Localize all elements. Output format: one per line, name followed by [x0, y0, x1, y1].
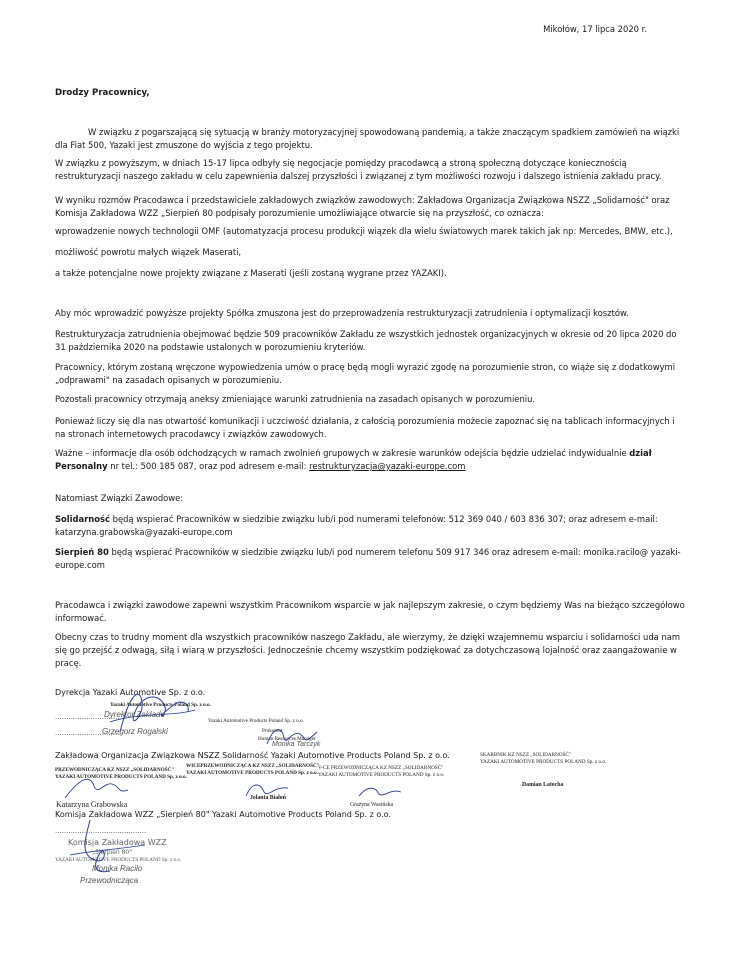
paragraph-17: Obecny czas to trudny moment dla wszystkich pracowników naszego Zakładu, ale wierzymy, że dzięki wzajemnemu wsparciu i solidarności uda nam się go przejść z odwagą, siłą i wiarą w przyszłości. Jednocześnie chcemy wszystkim podziękować za dotychczasową lojalność oraz zaangażowanie w pracę. — [55, 632, 681, 668]
paragraph-10: Pozostali pracownicy otrzymają aneksy zmieniające warunki zatrudnienia na zasadach opisanych w porozumieniu. — [55, 394, 536, 404]
wzz-stamp-line3: YAZAKI AUTOMOTIVE PRODUCTS POLAND Sp. z o.o. — [55, 857, 182, 863]
paragraph-2: W związku z powyższym, w dniach 15-17 lipca odbyły się negocjacje pomiędzy pracodawcą a stroną społeczną dotyczące koniecznością restrukturyzacji naszego zakładu w celu zapewnienia dalszej przyszłości i związanej z tym możliwości rozwoju i dalszego istnienia zakładu pracy. — [55, 158, 662, 181]
sol-stamp-3-line1: V-CE PRZEWODNICZĄCA KZ NSZZ „SOLIDARNOŚĆ" — [318, 765, 444, 771]
paragraph-6: a także potencjalne nowe projekty związane z Maserati (jeśli zostaną wygrane przez YAZAKI). — [55, 268, 447, 278]
paragraph-15 — [55, 546, 685, 572]
solidarnosc-label: Solidarność — [55, 514, 110, 524]
sol-stamp-2-line1: WICEPRZEWODNICZĄCA KZ NSZZ „SOLIDARNOŚĆ" — [186, 763, 320, 769]
management-dotted-line: ............................. — [55, 713, 120, 721]
paragraph-16: Pracodawca i związki zawodowe zapewni wszystkim Pracownikom wsparcie w jak najlepszym zakresie, o czym będziemy Was na bieżąco szczegółowo informować. — [55, 600, 685, 623]
paragraph-3: W wyniku rozmów Pracodawca i przedstawiciele zakładowych związków zawodowych: Zakładowa Organizacja Związkowa NSZZ „Solidarność" oraz Komisja Zakładowa WZZ „Sierpień 80 podpisały porozumienie umożliwiające otwarcie się na przyszłość, co oznacza: — [55, 195, 670, 218]
paragraph-12 — [55, 447, 685, 473]
greeting: Drodzy Pracownicy, — [55, 88, 150, 98]
wzz-role: Przewodnicząca — [80, 876, 139, 885]
paragraph-13: Natomiast Związki Zawodowe: — [55, 493, 184, 503]
sol-stamp-3-line2: YAZAKI AUTOMOTIVE PRODUCTS POLAND Sp. z o.o. — [318, 771, 445, 778]
sol-name-1: Katarzyna Grabowska — [56, 800, 128, 809]
sol-stamp-4 — [480, 752, 606, 765]
sol-signature-3-icon — [355, 780, 405, 802]
contact-text-2: nr tel.: 500 185 087, oraz pod adresem e-mail: — [107, 461, 310, 471]
sierpien-contact: będą wspierać Pracowników w siedzibie związku lub/i pod numerem telefonu 509 917 346 oraz adresem e-mail: monika.racilo@ yazaki-europe.com — [55, 547, 681, 570]
management-name: Grzegorz Rogalski — [102, 727, 168, 736]
sol-name-2: Jolanta Białoń — [250, 795, 286, 801]
sol-name-3: Grażyna Wasińska — [350, 802, 394, 808]
sol-stamp-3 — [318, 765, 444, 778]
sol-stamp-2 — [186, 763, 320, 776]
sol-signature-1-icon — [60, 770, 130, 804]
sol-stamp-2-line2: YAZAKI AUTOMOTIVE PRODUCTS POLAND Sp. z o.o. — [186, 769, 318, 776]
management-stamp: Yazaki Automotive Products Poland Sp. z o.o. — [110, 702, 211, 708]
sol-stamp-1-line1: PRZEWODNICZĄCA KZ NSZZ „SOLIDARNOŚĆ" — [55, 767, 175, 773]
sol-stamp-1-line2: YAZAKI AUTOMOTIVE PRODUCTS POLAND Sp. z o.o. — [55, 773, 187, 780]
paragraph-5: możliwość powrotu małych wiązek Maserati, — [55, 247, 242, 257]
sol-name-4: Damian Latocha — [522, 782, 564, 788]
paragraph-1: W związku z pogarszającą się sytuacją w branży motoryzacyjnej spowodowaną pandemią, a także znaczącym spadkiem zamówień na wiązki dla Fiat 500, Yazaki jest zmuszone do wyjścia z tego projektu. — [55, 127, 680, 150]
paragraph-8: Restrukturyzacja zatrudnienia obejmować będzie 509 pracowników Zakładu ze wszystkich jednostek organizacyjnych w okresie od 20 lipca 2020 do 31 października 2020 na podstawie ustalonych w porozumieniu kryteriów. — [55, 329, 677, 352]
letter-date: Mikołów, 17 lipca 2020 r. — [543, 24, 647, 34]
sol-stamp-4-line1: SKARBNIK KZ NSZZ „SOLIDARNOŚĆ" — [480, 752, 572, 758]
paragraph-9: Pracownicy, którym zostaną wręczone wypowiedzenia umów o pracę będą mogli wyrazić zgodę na porozumienie stron, co wiąże się z dodatkowymi „odprawami" na zasadach opisanych w porozumieniu. — [55, 362, 676, 385]
paragraph-14 — [55, 513, 685, 539]
hr-email-link[interactable]: restrukturyzacja@yazaki-europe.com — [309, 461, 466, 471]
management-title: Dyrekcja Yazaki Automotive Sp. z o.o. — [55, 688, 206, 697]
paragraph-11: Ponieważ liczy się dla nas otwartość komunikacji i uczciwość działania, z całością porozumienia możecie zapoznać się na tablicach informacyjnych i na stronach internetowych pracodawcy i związków zawodowych. — [55, 416, 675, 439]
wzz-signature-icon — [60, 815, 150, 885]
sol-signature-2-icon — [242, 778, 292, 802]
hr-stamp: Yazaki Automotive Products Poland Sp. z o.o. — [208, 718, 304, 724]
solidarnosc-contact: będą wspierać Pracowników w siedzibie związku lub/i pod numerami telefonów: 512 369 040 / 603 836 307; oraz adresem e-mail: katarzyna.grabowska@yazaki-europe.com — [55, 514, 658, 537]
hr-prokurent: Prokurent — [262, 728, 283, 734]
hr-role: Human Resources Manager — [258, 736, 316, 742]
contact-text-1: Ważne – informacje dla osób odchodzących w ramach zwolnień grupowych w zakresie warunków odejścia będzie udzielać indywidualnie — [55, 448, 630, 458]
management-role: Dyrektor Zakładu — [104, 710, 165, 719]
hr-signature-icon — [262, 724, 322, 750]
sierpien-label: Sierpień 80 — [55, 547, 109, 557]
wzz-stamp-line2: „Sierpień 80" — [92, 849, 133, 856]
paragraph-4: wprowadzenie nowych technologii OMF (automatyzacja procesu produkcji wiązek dla wielu światowych marek takich jak np: Mercedes, BMW, etc.), — [55, 226, 673, 236]
wzz-name: Monika Racilo — [92, 864, 143, 873]
hr-department: dział Personalny — [55, 448, 652, 471]
solidarnosc-title: Zakładowa Organizacja Związkowa NSZZ Solidarność Yazaki Automotive Products Poland Sp. z o.o. — [55, 751, 450, 760]
sol-stamp-4-line2: YAZAKI AUTOMOTIVE PRODUCTS POLAND Sp. z o.o. — [480, 758, 607, 765]
wzz-dotted-line: ......................................... — [55, 827, 147, 835]
director-signature-icon — [80, 682, 200, 742]
wzz-stamp-line1: Komisja Zakładowa WZZ — [68, 838, 167, 847]
hr-name: Monika Tarczyk — [272, 741, 321, 748]
management-dotted-line-2: ............................. — [55, 729, 120, 737]
wzz-title: Komisja Zakładowa WZZ „Sierpień 80" Yazaki Automotive Products Poland Sp. z o.o. — [55, 810, 391, 819]
paragraph-7: Aby móc wprowadzić powyższe projekty Spółka zmuszona jest do przeprowadzenia restrukturyzacji zatrudnienia i optymalizacji kosztów. — [55, 308, 629, 318]
